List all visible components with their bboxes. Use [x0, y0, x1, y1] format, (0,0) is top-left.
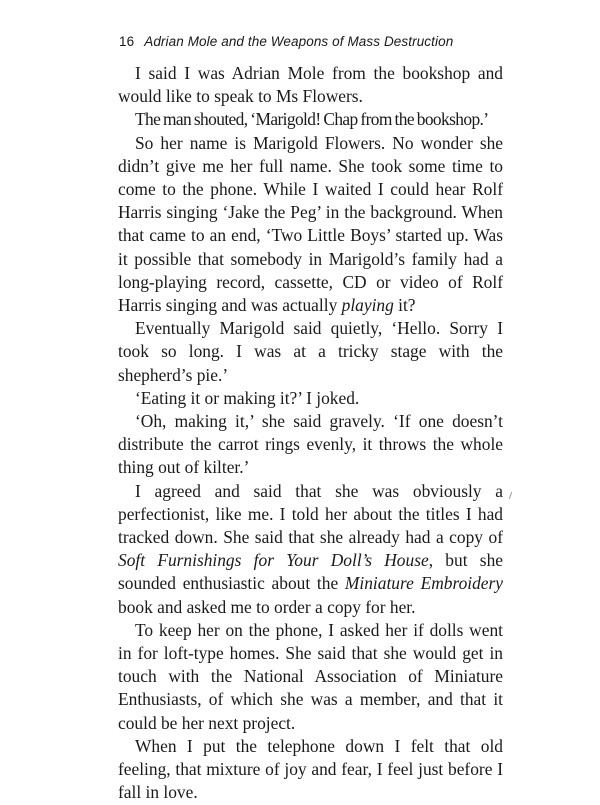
paragraph-6: ‘Oh, making it,’ she said gravely. ‘If one doesn’t distribute the carrot rings evenly, it throws the whole thing out of kilter.’ [118, 411, 503, 478]
paragraph-2: The man shouted, ‘Marigold! Chap from the bookshop.’ [135, 109, 489, 130]
paragraph-3-text: So her name is Marigold Flowers. No wonder she didn’t give me her full name. She took some time to come to the phone. While I waited I could hear Rolf Harris singing ‘Jake the Peg’ in the background. When that came to an end, ‘Two Little Boys’ started up. Was it possible that somebody in Marigold’s family had a long-playing record, cassette, CD or video of Rolf Harris singing and was actually [118, 132, 503, 316]
paragraph-7-text-c: book and asked me to order a copy for her. [118, 596, 416, 617]
paragraph-1: I said I was Adrian Mole from the bookshop and would like to speak to Ms Flowers. [118, 63, 503, 107]
paragraph-8: To keep her on the phone, I asked her if dolls went in for loft-type homes. She said that she would get in touch with the National Association of Miniature Enthusiasts, of which she was a member, and that it could be her next project. [118, 619, 503, 733]
running-head [119, 34, 453, 49]
paragraph-9: When I put the telephone down I felt that old feeling, that mixture of joy and fear, I feel just before I fall in love. [118, 735, 503, 803]
body-text [118, 62, 503, 805]
stray-ink-mark [509, 492, 512, 499]
paragraph-4: Eventually Marigold said quietly, ‘Hello. Sorry I took so long. I was at a tricky stage with the shepherd’s pie.’ [118, 318, 503, 385]
paragraph-3-end: it? [393, 295, 416, 316]
paragraph-7-text-a: I agreed and said that she was obviously a perfectionist, like me. I told her about the titles I had tracked down. She said that she already had a copy of [118, 480, 503, 548]
book-title: Adrian Mole and the Weapons of Mass Destruction [144, 34, 454, 49]
paragraph-7-text-b: , but she sounded enthusiastic about the [118, 550, 503, 594]
paragraph-7 [118, 480, 503, 619]
paragraph-3 [118, 132, 503, 318]
paragraph-3-emphasis: playing [341, 295, 394, 316]
page-number: 16 [119, 34, 135, 49]
paragraph-7-title-2: Miniature Embroidery [344, 573, 503, 594]
paragraph-7-title-1: Soft Furnishings for Your Doll’s House [118, 550, 429, 571]
paragraph-5: ‘Eating it or making it?’ I joked. [135, 387, 360, 408]
